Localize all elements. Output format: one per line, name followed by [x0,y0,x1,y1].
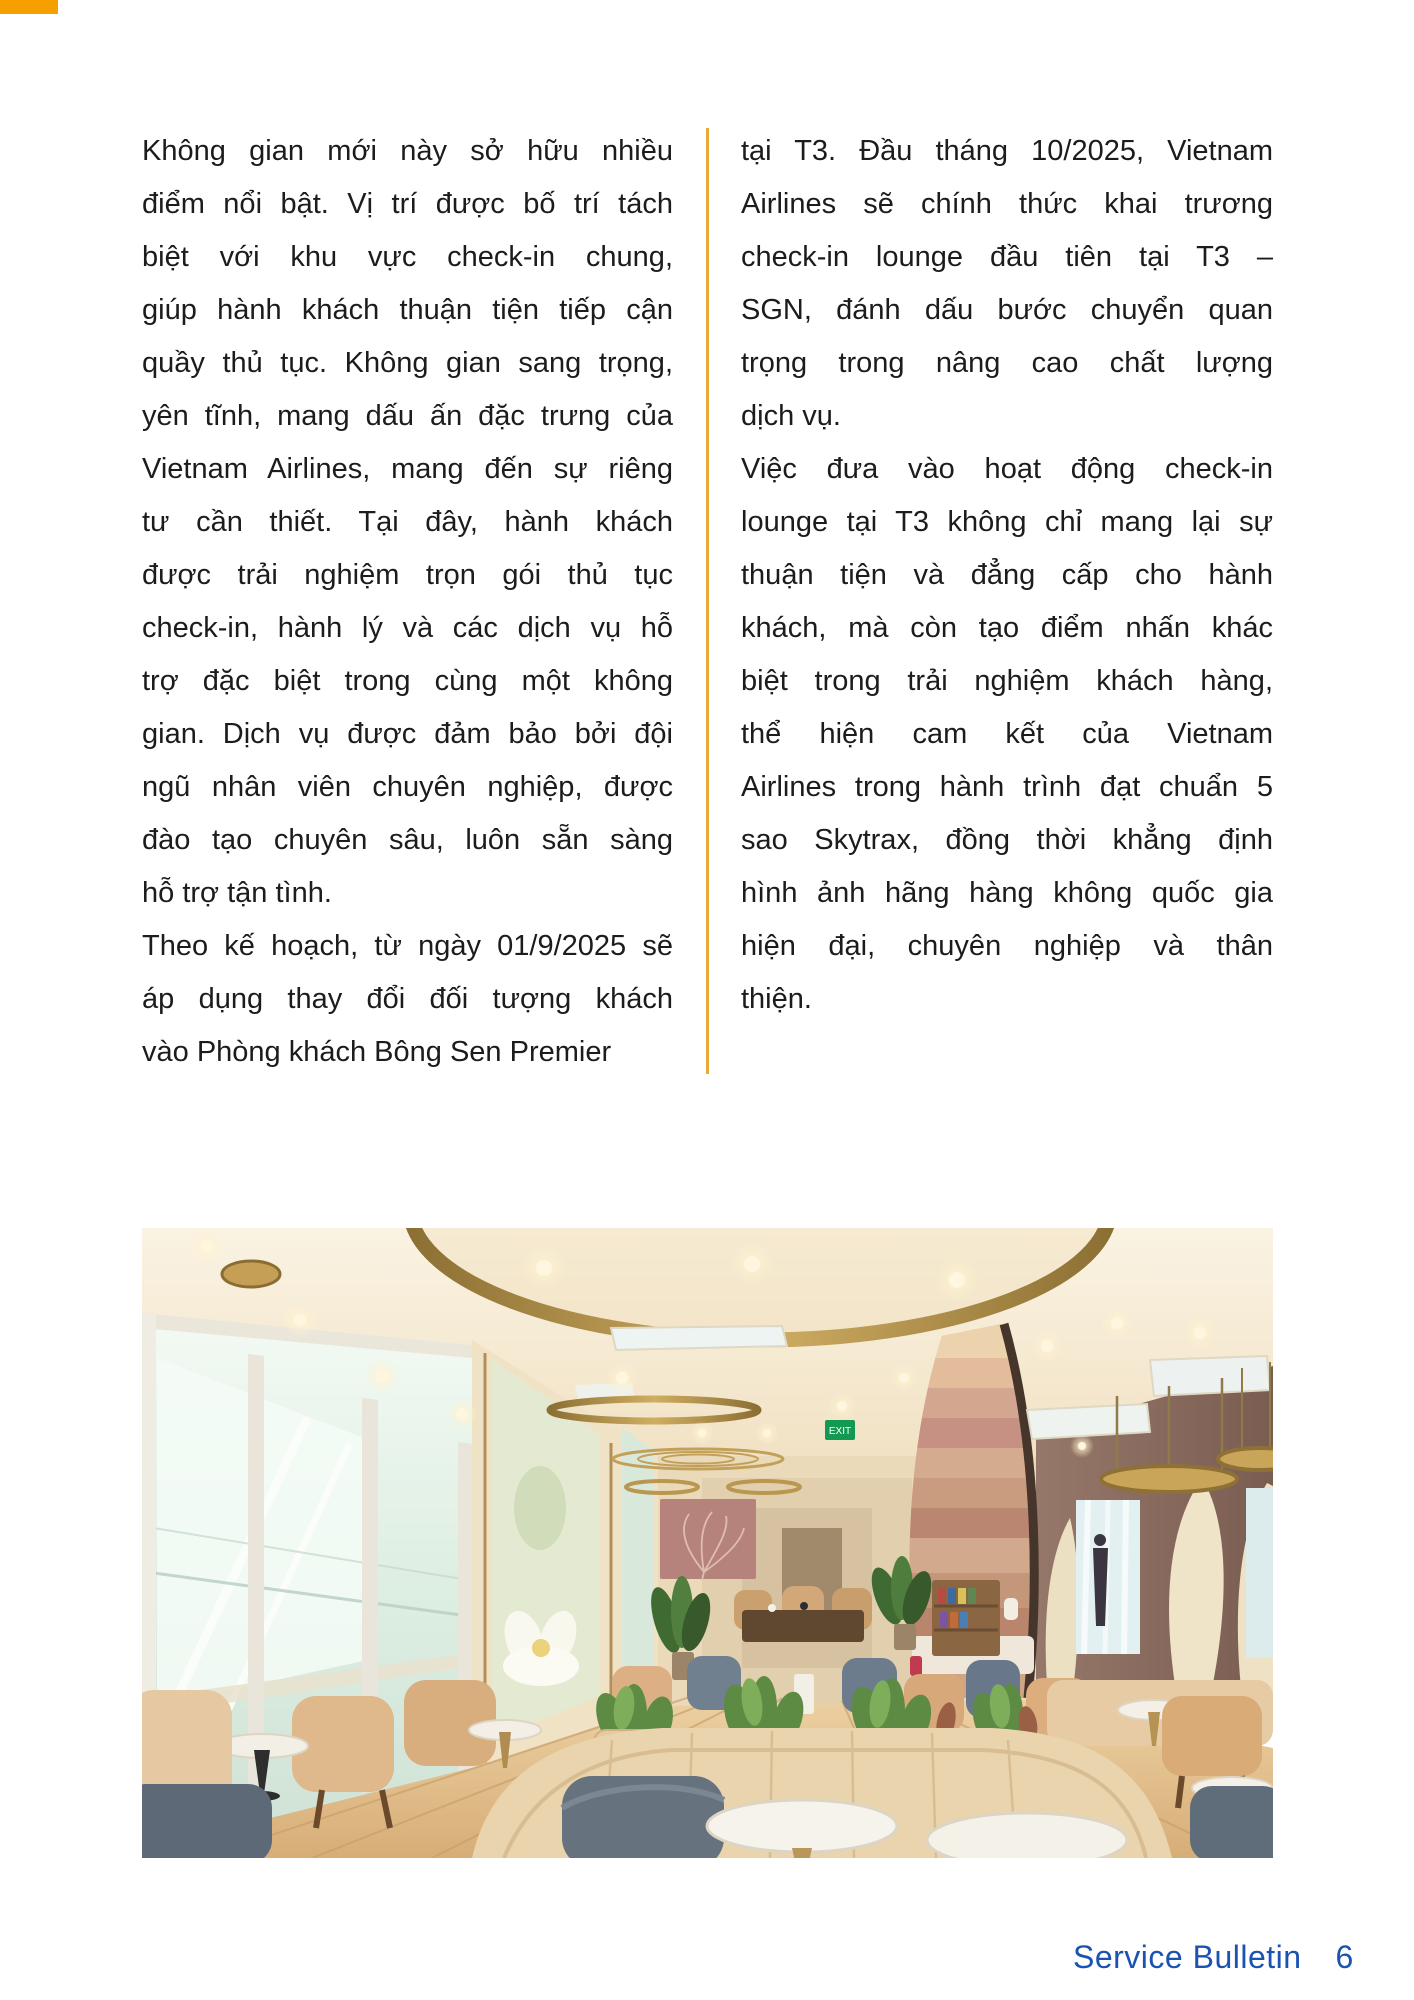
text-line: Airlines trong hành trình đạt chuẩn 5 [741,771,1273,803]
text-line: ngũ nhân viên chuyên nghiệp, được [142,771,673,803]
text-line: sao Skytrax, đồng thời khẳng định [741,824,1273,856]
text-line: giúp hành khách thuận tiện tiếp cận [142,294,673,326]
text-line: quầy thủ tục. Không gian sang trọng, [142,347,673,379]
text-line: trợ đặc biệt trong cùng một không [142,665,673,697]
text-line: Airlines sẽ chính thức khai trương [741,188,1273,220]
page-footer [1073,1939,1354,1976]
lounge-photo-illustration [142,1228,1273,1858]
text-line: thiện. [741,983,812,1015]
text-line: biệt trong trải nghiệm khách hàng, [741,665,1273,697]
text-line: điểm nổi bật. Vị trí được bố trí tách [142,188,673,220]
console-table [742,1610,864,1642]
slate-chair [1190,1786,1273,1858]
footer-label: Service Bulletin [1073,1939,1302,1975]
text-line: lounge tại T3 không chỉ mang lại sự [741,506,1273,538]
text-line: tại T3. Đầu tháng 10/2025, Vietnam [741,135,1273,167]
light-panel [611,1326,787,1350]
vase [1004,1598,1018,1620]
text-line: áp dụng thay đổi đối tượng khách [142,983,673,1015]
text-line: khách, mà còn tạo điểm nhấn khác [741,612,1273,644]
text-line: yên tĩnh, mang dấu ấn đặc trưng của [142,400,673,432]
article-column-right [741,125,1273,1026]
text-line: Vietnam Airlines, mang đến sự riêng [142,453,673,485]
gold-disc-light [222,1261,280,1287]
text-line: check-in, hành lý và các dịch vụ hỗ [142,612,673,644]
text-line: dịch vụ. [741,400,841,432]
text-line: đào tạo chuyên sâu, luôn sẵn sàng [142,824,673,856]
light-panel [1027,1404,1150,1439]
text-line: tư cần thiết. Tại đây, hành khách [142,506,673,538]
article-column-left [142,125,673,1079]
text-line: Không gian mới này sở hữu nhiều [142,135,673,167]
text-line: gian. Dịch vụ được đảm bảo bởi đội [142,718,673,750]
text-line: thuận tiện và đẳng cấp cho hành [741,559,1273,591]
text-line: trọng trong nâng cao chất lượng [741,347,1273,379]
text-line: Việc đưa vào hoạt động check-in [741,453,1273,485]
text-line: biệt với khu vực check-in chung, [142,241,673,273]
footer-page-number: 6 [1335,1939,1354,1975]
text-line: hỗ trợ tận tình. [142,877,332,909]
text-line: Theo kế hoạch, từ ngày 01/9/2025 sẽ [142,930,673,962]
text-line: thể hiện cam kết của Vietnam [741,718,1273,750]
lounge-photo [142,1228,1273,1858]
text-line: được trải nghiệm trọn gói thủ tục [142,559,673,591]
column-divider [706,128,709,1074]
text-line: hiện đại, chuyên nghiệp và thân [741,930,1273,962]
text-line: vào Phòng khách Bông Sen Premier [142,1036,612,1068]
text-line: check-in lounge đầu tiên tại T3 – [741,241,1273,273]
svg-text:EXIT: EXIT [828,1426,852,1437]
oval-table [927,1813,1127,1858]
text-line: hình ảnh hãng hàng không quốc gia [741,877,1273,909]
text-line: SGN, đánh dấu bước chuyển quan [741,294,1273,326]
red-bag [910,1656,922,1676]
person-silhouette [1094,1534,1106,1546]
exit-sign [825,1420,855,1440]
lotus-panel [660,1499,756,1579]
top-left-accent-bar [0,0,58,14]
